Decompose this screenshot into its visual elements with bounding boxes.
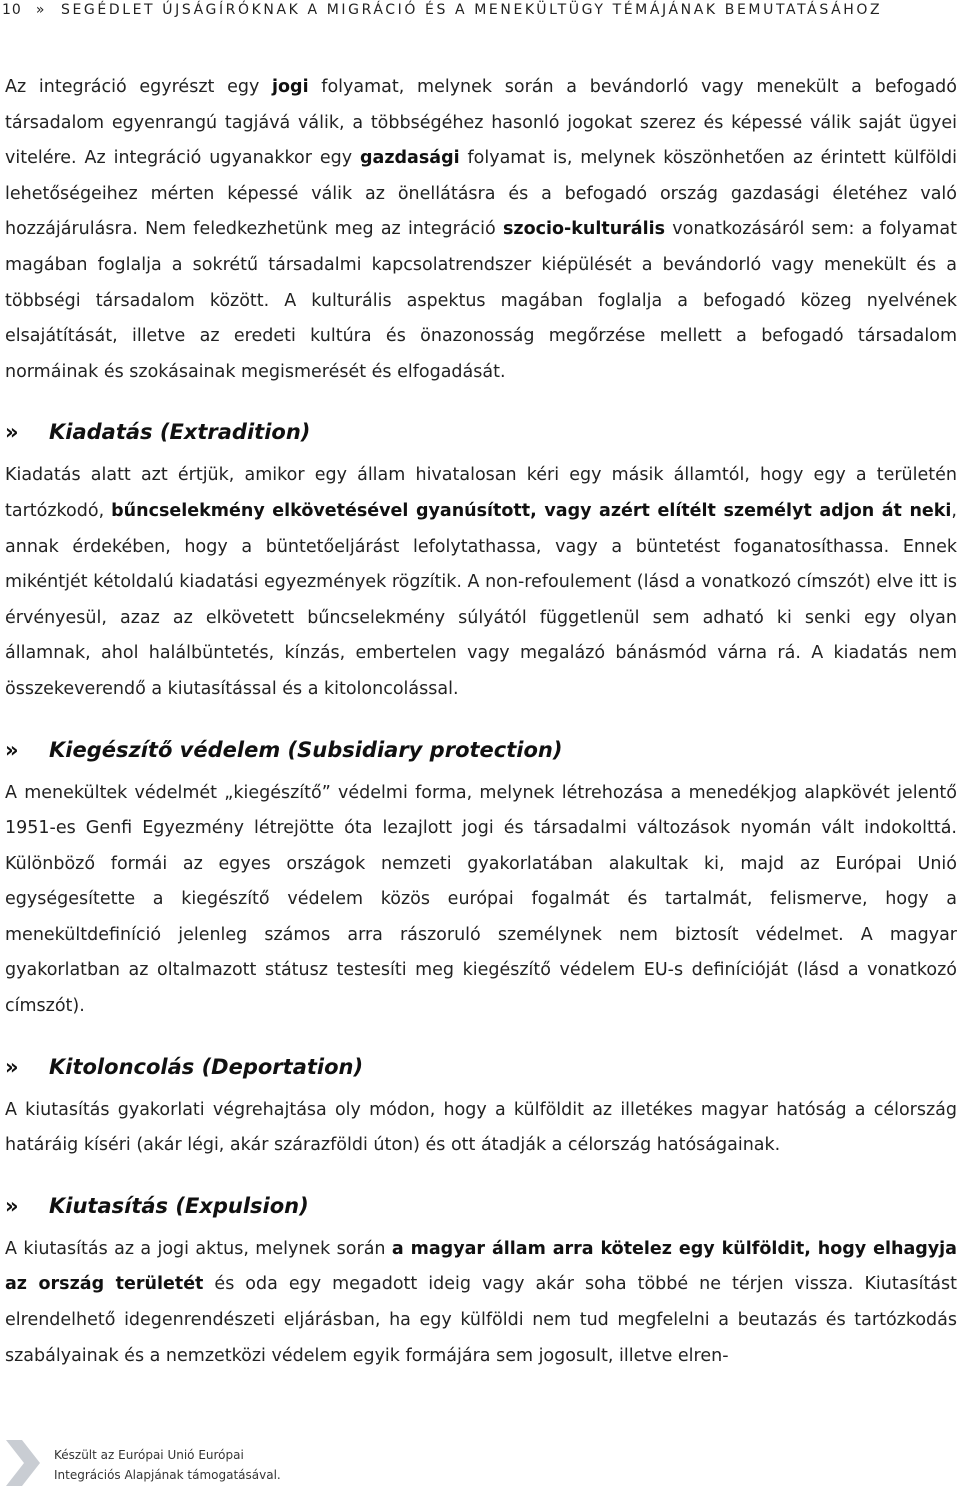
section-marker: » (5, 420, 19, 445)
section-title: Kiutasítás (Expulsion) (49, 1193, 309, 1218)
header-separator: » (35, 2, 47, 18)
header-title: SEGÉDLET ÚJSÁGÍRÓKNAK A MIGRÁCIÓ ÉS A MENEKÜLTÜGY TÉMÁJÁNAK BEMUTATÁSÁHOZ (61, 2, 883, 18)
section-heading (5, 412, 957, 452)
section-body (5, 776, 957, 1025)
text-run: Kiadatás alatt azt értjük, amikor egy állam hivatalosan kéri egy másik államtól, hogy egy a területén tartózkodó, (5, 465, 957, 521)
section-kiadatas (5, 412, 957, 707)
section-kitoloncolas (5, 1047, 957, 1164)
page-header (2, 2, 882, 18)
text-run: , annak érdekében, hogy a büntetőeljárást lefolytathassa, vagy a büntetést foganatosíthassa. Ennek mikéntjét kétoldalú kiadatási egyezmények rögzítik. A non-refoulement (lásd a vonatkozó címszót) elve itt is érvényesül, azaz az elkövetett bűncselekmény súlyától függetlenül sem adható ki senki egy olyan államnak, ahol halálbüntetés, kínzás, embertelen vagy megalázó bánásmód várna rá. A kiadatás nem összekeverendő a kiutasítással és a kitoloncolással. (5, 500, 957, 699)
footer-line-2: Integrációs Alapjának támogatásával. (54, 1468, 281, 1482)
chevron-logo-icon (4, 1438, 44, 1488)
emphasis-gazdasagi: gazdasági (359, 148, 460, 169)
text-run: vonatkozásáról sem: a folyamat magában foglalja a sokrétű társadalmi kapcsolatrendszer kiépülését a bevándorló vagy menekült és a többségi társadalom között. A kulturális aspektus magában foglalja a befogadó közeg nyelvének elsajátítását, illetve az eredeti kultúra és önazonosság megőrzése mellett a befogadó társadalom normáinak és szokásainak megismerését és elfogadását. (5, 219, 957, 382)
section-heading (5, 730, 957, 770)
section-kiutasitas (5, 1186, 957, 1374)
section-body (5, 458, 957, 707)
section-heading (5, 1186, 957, 1226)
text-run: A kiutasítás gyakorlati végrehajtása oly módon, hogy a külföldit az illetékes magyar hatóság a célország határáig kíséri (akár légi, akár szárazföldi úton) és ott átadják a célország hatóságainak. (5, 1099, 957, 1156)
page-number: 10 (2, 2, 22, 18)
intro-paragraph (5, 70, 957, 390)
emphasis-jogi: jogi (272, 77, 309, 97)
section-title: Kitoloncolás (Deportation) (49, 1054, 364, 1079)
text-run: folyamat is, melynek köszönhetően az érintett külföldi lehetőségeihez mérten képessé válik az önellátásra és a befogadó ország gazdasági életéhez való hozzájárulásra. Nem feledkezhetünk meg az integráció (5, 148, 957, 240)
emphasis-text: bűncselekmény elkövetésével gyanúsított, vagy azért elítélt személyt adjon át neki (111, 500, 952, 521)
text-run: folyamat, melynek során a bevándorló vagy menekült a befogadó társadalom egyenrangú tagjává válik, a többségéhez hasonló jogokat szerez és képessé válik saját ügyei vitelére. Az integráció ugyanakkor egy (5, 77, 957, 169)
text-run: és oda egy megadott ideig vagy akár soha többé ne térjen vissza. Kiutasítást elrendelhető idegenrendészeti eljárásban, ha egy külföldi nem tud megfelelni a beutazás és tartózkodás szabályainak és a nemzetközi védelem egyik formájára sem jogosult, illetve elren- (5, 1274, 958, 1366)
section-kiegeszito-vedelem (5, 730, 957, 1025)
section-body (5, 1093, 957, 1164)
emphasis-text: a magyar állam arra kötelez egy külföldit, hogy elhagyja az ország területét (5, 1238, 957, 1295)
section-marker: » (5, 737, 19, 762)
text-run: A kiutasítás az a jogi aktus, melynek során (5, 1238, 392, 1259)
text-run: Az integráció egyrészt egy (5, 77, 273, 97)
section-marker: » (5, 1193, 19, 1218)
section-title: Kiegészítő védelem (Subsidiary protection) (49, 737, 563, 762)
main-content (5, 70, 957, 1374)
section-title: Kiadatás (Extradition) (49, 420, 311, 445)
footer (4, 1438, 404, 1488)
section-marker: » (5, 1054, 19, 1079)
emphasis-szocio-kulturalis: szocio-kulturális (502, 219, 666, 240)
section-heading (5, 1047, 957, 1087)
footer-line-1: Készült az Európai Unió Európai (54, 1448, 244, 1462)
text-run: A menekültek védelmét „kiegészítő” védelmi forma, melynek létrehozása a menedékjog alapkövét jelentő 1951-es Genfi Egyezmény létrejötte óta lezajlott jogi és társadalmi változások nyomán vált indokolttá. Különböző formái az egyes országok nemzeti gyakorlatában alakultak ki, majd az Európai Unió egységesítette a kiegészítő védelem közös európai fogalmát és tartalmát, felismerve, hogy a menekültdefiníció jelenleg számos arra rászoruló személynek nem biztosít védelmet. A magyar gyakorlatban az oltalmazott státusz testesíti meg kiegészítő védelem EU-s definícióját (lásd a vonatkozó címszót). (5, 782, 957, 1017)
section-body (5, 1232, 957, 1374)
